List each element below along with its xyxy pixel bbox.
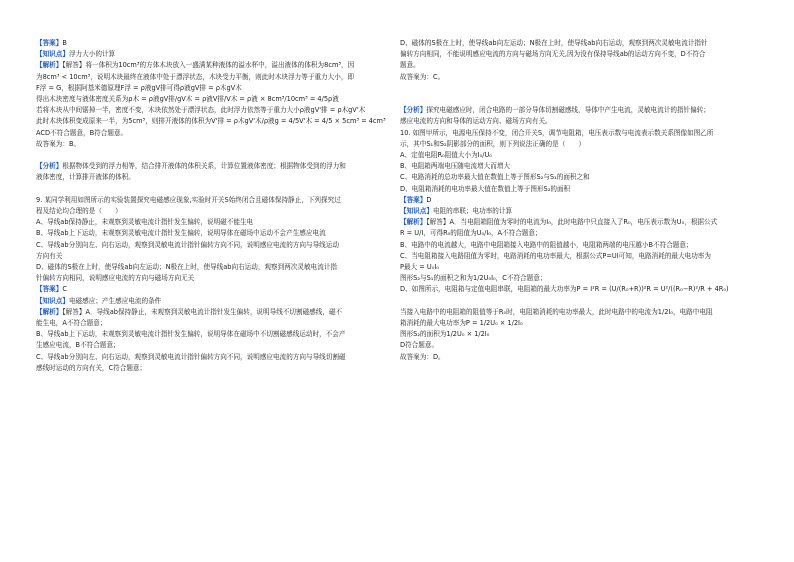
- line-text: A、导线ab保持静止，未观察到灵敏电流计指针发生偏转，说明磁不能生电: [36, 218, 254, 227]
- line-text: C、导线ab分别向左、向右运动，观察到灵敏电流计指针偏转方向不同，说明感应电流的方向与导线切割磁: [36, 352, 346, 361]
- line-text: 电磁感应；产生感应电流的条件: [68, 296, 162, 305]
- line-text: 感应电流的方向和导体的运动方向、磁场方向有关。: [400, 117, 552, 126]
- section-tag: 【知识点】: [36, 296, 69, 305]
- line-text: 探究电磁感应时，闭合电路的一部分导体切割磁感线，导体中产生电流，灵敏电流计的指针偏转；: [426, 106, 710, 115]
- line-text: 【解答】A．导线ab保持静止，未观察到灵敏电流计指针发生偏转，说明导线不切割磁感线，磁不: [62, 307, 343, 316]
- line-text: C、当电阻箱接入电路阻值为零时，电路消耗的电功率最大，根据公式P=UI可知，电路消耗的最大电功率为: [400, 251, 711, 260]
- text-line: [400, 161, 750, 172]
- text-line: [36, 363, 386, 374]
- text-line: [36, 172, 386, 183]
- text-line: [36, 307, 386, 318]
- text-line: [36, 217, 386, 228]
- line-text: 液体密度，计算排开液体的体积。: [36, 173, 135, 182]
- text-line: [36, 296, 386, 307]
- text-line: [36, 49, 386, 60]
- line-text: A、定值电阻R₀阻值大小为I₀/U₀: [400, 151, 492, 160]
- text-line: [36, 94, 386, 105]
- text-line: [400, 83, 750, 94]
- text-line: [400, 307, 750, 318]
- section-tag: 【答案】: [36, 285, 63, 294]
- text-line: [36, 72, 386, 83]
- line-text: 【解答】将一体积为10cm³的方体木块放入一盛满某种液体的溢水杯中，溢出液体的体积为8cm³，因: [62, 61, 355, 70]
- section-tag: 【答案】: [400, 195, 427, 204]
- line-text: 根据物体受到的浮力相等，结合排开液体的体积关系，计算位置液体密度；根据物体受到的浮力和: [62, 162, 346, 171]
- line-text: 电阻的串联；电功率的计算: [432, 207, 513, 216]
- text-line: [400, 60, 750, 71]
- section-tag: 【知识点】: [400, 207, 433, 216]
- text-line: [36, 116, 386, 127]
- line-text: 程及结论均合理的是（ ）: [36, 207, 122, 216]
- line-text: 图形S₂与S₁的面积之和为1/2U₀I₀，C不符合题意；: [400, 274, 547, 283]
- text-line: [36, 195, 386, 206]
- line-text: 针偏转方向相同，说明感应电流的方向与磁场方向无关: [36, 274, 195, 283]
- line-text: B、导线ab上下运动，未观察到灵敏电流计指针发生偏转，说明导体在磁场中运动不会产生感应电流: [36, 229, 326, 238]
- text-line: [36, 150, 386, 161]
- text-line: [400, 38, 750, 49]
- text-line: [36, 228, 386, 239]
- text-line: [400, 318, 750, 329]
- text-line: [36, 184, 386, 195]
- text-line: [36, 273, 386, 284]
- section-tag: 【分析】: [36, 162, 63, 171]
- line-text: 浮力大小的计算: [68, 50, 116, 59]
- text-line: [400, 116, 750, 127]
- line-text: 若将木块从中间锯掉一半，密度不变，木块依然处于漂浮状态，此时浮力依然等于重力大小ρ液gV'排 = ρ木gV'木: [36, 106, 366, 115]
- section-tag: 【解析】: [36, 61, 63, 70]
- text-line: [400, 195, 750, 206]
- text-line: [400, 128, 750, 139]
- line-text: D符合题意。: [400, 341, 439, 350]
- line-text: C、导线ab分别向左、向右运动，观察到灵敏电流计指针偏转方向不同，说明感应电流的方向与导线运动: [36, 240, 339, 249]
- line-text: P最大 = U₀I₀: [400, 263, 439, 272]
- line-text: 故答案为：B。: [36, 139, 81, 148]
- line-text: R = U/I，可得R₀的阻值为U₀/I₀，A不符合题意；: [400, 229, 542, 238]
- text-line: [400, 184, 750, 195]
- line-text: B、电阻箱两端电压随电流增大而增大: [400, 162, 511, 171]
- text-line: [400, 262, 750, 273]
- line-text: F浮 = G，根据阿基米德原理F浮 = ρ液gV排可得ρ液gV排 = ρ木gV木: [36, 83, 242, 92]
- line-text: 示，其中S₁和S₂阴影部分的面积，则下列说法正确的是（ ）: [400, 139, 586, 148]
- line-text: 偏转方向相同，不能说明感应电流的方向与磁场方向无关,因为没有保持导线ab的运动方向不变，D不符合: [400, 50, 706, 59]
- line-text: 【解答】A．当电阻箱阻值为零时的电流为I₀，此时电路中只直接入了R₀，电压表示数为U₀，根据公式: [426, 218, 718, 227]
- line-text: 得出木块密度与液体密度关系为ρ木 = ρ液gV排/gV木 = ρ液V排/V木 = ρ液 × 8cm³/10cm³ = 4/5ρ液: [36, 95, 339, 104]
- line-text: 故答案为：C。: [400, 72, 445, 81]
- line-text: 生感应电流，B不符合题意；: [36, 341, 120, 350]
- text-line: [400, 240, 750, 251]
- line-text: B、导线ab上下运动，未观察到灵敏电流计指针发生偏转，说明导体在磁场中不切割磁感线运动时，不会产: [36, 330, 346, 339]
- line-text: B: [62, 39, 67, 47]
- line-text: C: [62, 285, 67, 294]
- line-text: B、电路中的电流越大，电路中电阻箱接入电路中的阻值越小，电阻箱两端的电压越小B不符合题意；: [400, 240, 693, 249]
- line-text: 感线时运动的方向有关，C符合题意；: [36, 363, 147, 372]
- line-text: 能生电，A不符合题意；: [36, 319, 107, 328]
- line-text: 此时木块体积变成原来一半，为5cm³，则排开液体的体积为V'排 = ρ木gV'木/ρ液g = 4/5V'木 = 4/5 × 5cm³ = 4cm³: [36, 117, 386, 126]
- line-text: ACD不符合题意，B符合题意。: [36, 128, 128, 137]
- text-line: [400, 206, 750, 217]
- text-line: [36, 240, 386, 251]
- text-line: [36, 38, 386, 49]
- text-line: [36, 251, 386, 262]
- text-line: [400, 273, 750, 284]
- line-text: C、电路消耗的总功率最大值在数值上等于图形S₂与S₁的面积之和: [400, 173, 590, 182]
- line-text: 10. 如图甲所示，电源电压保持不变，闭合开关S，调节电阻箱，电压表示数与电流表示数关系图像如图乙所: [400, 128, 714, 137]
- text-line: [400, 228, 750, 239]
- text-line: [400, 72, 750, 83]
- left-column: [36, 38, 386, 374]
- section-tag: 【解析】: [36, 307, 63, 316]
- line-text: 箱消耗的最大电功率为P = 1/2U₀ × 1/2I₀: [400, 319, 523, 328]
- text-line: [36, 128, 386, 139]
- right-column: [400, 38, 750, 363]
- text-line: [36, 105, 386, 116]
- line-text: 9. 某同学利用如图所示的实验装置探究电磁感应现象,实验时开关S始终闭合且磁体保持静止，下列探究过: [36, 195, 341, 204]
- text-line: [400, 94, 750, 105]
- line-text: D: [426, 195, 432, 204]
- section-tag: 【知识点】: [36, 50, 69, 59]
- text-line: [36, 284, 386, 295]
- text-line: [400, 352, 750, 363]
- text-line: [36, 139, 386, 150]
- line-text: 方向有关: [36, 251, 63, 260]
- line-text: D、磁体的S极在上时，使导线ab向左运动；N极在上时，使导线ab向右运动，观察到两次灵敏电流计指: [36, 263, 337, 272]
- line-text: D、磁体的S极在上时，使导线ab向左运动；N极在上时，使导线ab向右运动，观察到两次灵敏电流计指针: [400, 39, 708, 47]
- line-text: D、如图所示，电阻箱与定值电阻串联，电阻箱的最大功率为P = I²R = (U/(R₀+R))²R = U²/((R₀−R)²/R + 4R₀): [400, 285, 729, 294]
- line-text: 故答案为：D。: [400, 352, 445, 361]
- section-tag: 【分析】: [400, 106, 427, 115]
- text-line: [36, 161, 386, 172]
- text-line: [36, 329, 386, 340]
- text-line: [400, 217, 750, 228]
- text-line: [400, 340, 750, 351]
- section-tag: 【解析】: [400, 218, 427, 227]
- text-line: [36, 60, 386, 71]
- text-line: [400, 251, 750, 262]
- section-tag: 【答案】: [36, 39, 63, 47]
- text-line: [400, 139, 750, 150]
- line-text: 图形S₂的面积为1/2U₀ × 1/2I₀: [400, 330, 490, 339]
- text-line: [400, 329, 750, 340]
- text-line: [36, 83, 386, 94]
- text-line: [400, 284, 750, 295]
- text-line: [36, 206, 386, 217]
- line-text: 题意。: [400, 61, 420, 70]
- text-line: [36, 318, 386, 329]
- text-line: [36, 262, 386, 273]
- line-text: 为8cm³ < 10cm³，说明木块最终在液体中处于漂浮状态，木块受力平衡，则此时木块浮力等于重力大小，即: [36, 72, 355, 81]
- line-text: 当接入电路中的电阻箱的阻值等于R₀时，电阻箱消耗的电功率最大，此时电路中的电流为1/2I₀，电路中电阻: [400, 307, 713, 316]
- text-line: [400, 49, 750, 60]
- text-line: [400, 172, 750, 183]
- line-text: D、电阻箱消耗的电功率最大值在数值上等于图形S₂的面积: [400, 184, 571, 193]
- text-line: [400, 150, 750, 161]
- text-line: [36, 352, 386, 363]
- text-line: [36, 340, 386, 351]
- text-line: [400, 296, 750, 307]
- text-line: [400, 105, 750, 116]
